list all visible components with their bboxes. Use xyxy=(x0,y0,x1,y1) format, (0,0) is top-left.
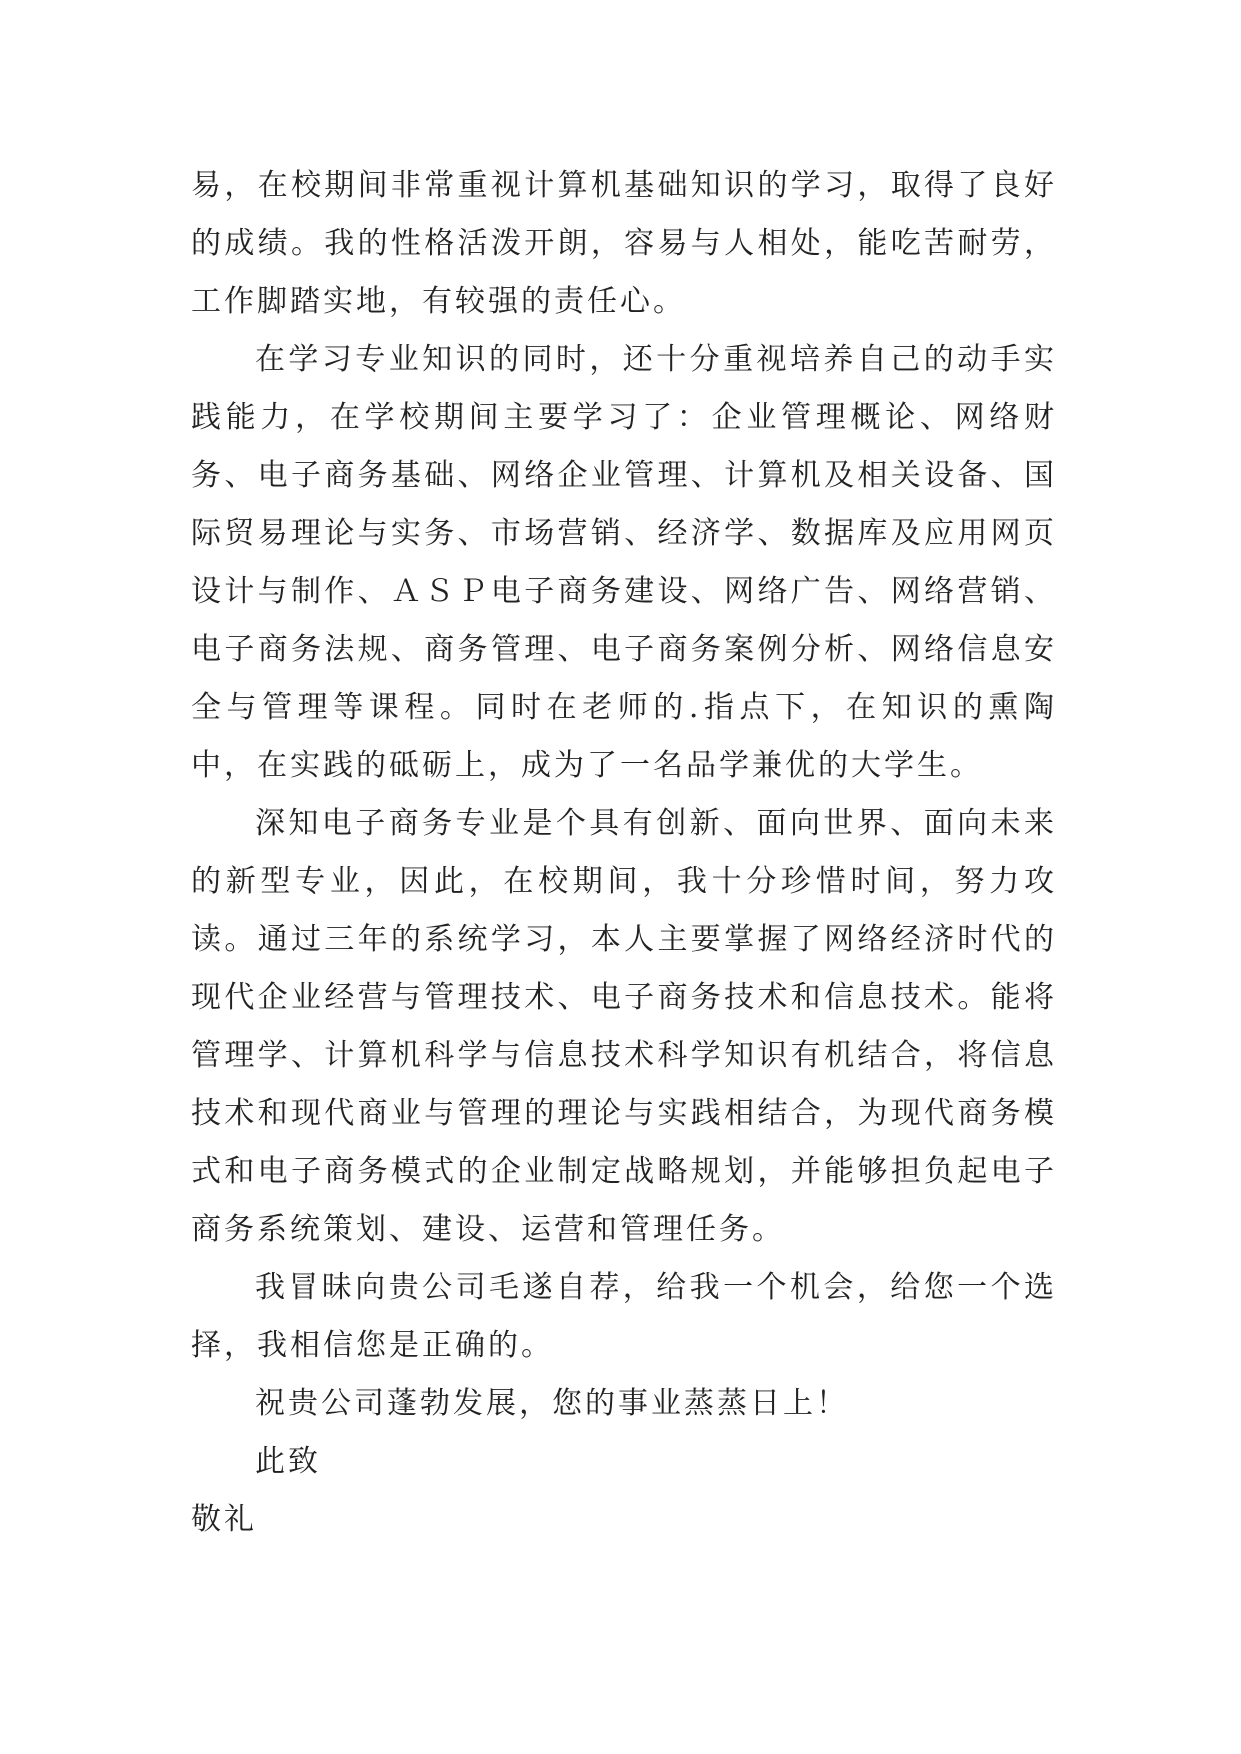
paragraph-4: 我冒昧向贵公司毛遂自荐，给我一个机会，给您一个选择，我相信您是正确的。 xyxy=(191,1270,1057,1363)
paragraph-2: 在学习专业知识的同时，还十分重视培养自己的动手实践能力，在学校期间主要学习了：企业管理概论、网络财务、电子商务基础、网络企业管理、计算机及相关设备、国际贸易理论与实务、市场营销、经济学、数据库及应用网页设计与制作、ＡＳＰ电子商务建设、网络广告、网络营销、电子商务法规、商务管理、电子商务案例分析、网络信息安全与管理等课程。同时在老师的.指点下，在知识的熏陶中，在实践的砥砺上，成为了一名品学兼优的大学生。 xyxy=(191,342,1057,783)
salutation: 敬礼 xyxy=(191,1502,257,1537)
closing-phrase: 此致 xyxy=(255,1444,321,1479)
paragraph-3: 深知电子商务专业是个具有创新、面向世界、面向未来的新型专业，因此，在校期间，我十分珍惜时间，努力攻读。通过三年的系统学习，本人主要掌握了网络经济时代的现代企业经营与管理技术、电子商务技术和信息技术。能将管理学、计算机科学与信息技术科学知识有机结合，将信息技术和现代商业与管理的理论与实践相结合，为现代商务模式和电子商务模式的企业制定战略规划，并能够担负起电子商务系统策划、建设、运营和管理任务。 xyxy=(191,806,1057,1247)
paragraph-1: 易，在校期间非常重视计算机基础知识的学习，取得了良好的成绩。我的性格活泼开朗，容易与人相处，能吃苦耐劳，工作脚踏实地，有较强的责任心。 xyxy=(191,168,1057,319)
letter-body xyxy=(191,157,1057,1549)
paragraph-5: 祝贵公司蓬勃发展，您的事业蒸蒸日上！ xyxy=(255,1386,849,1421)
